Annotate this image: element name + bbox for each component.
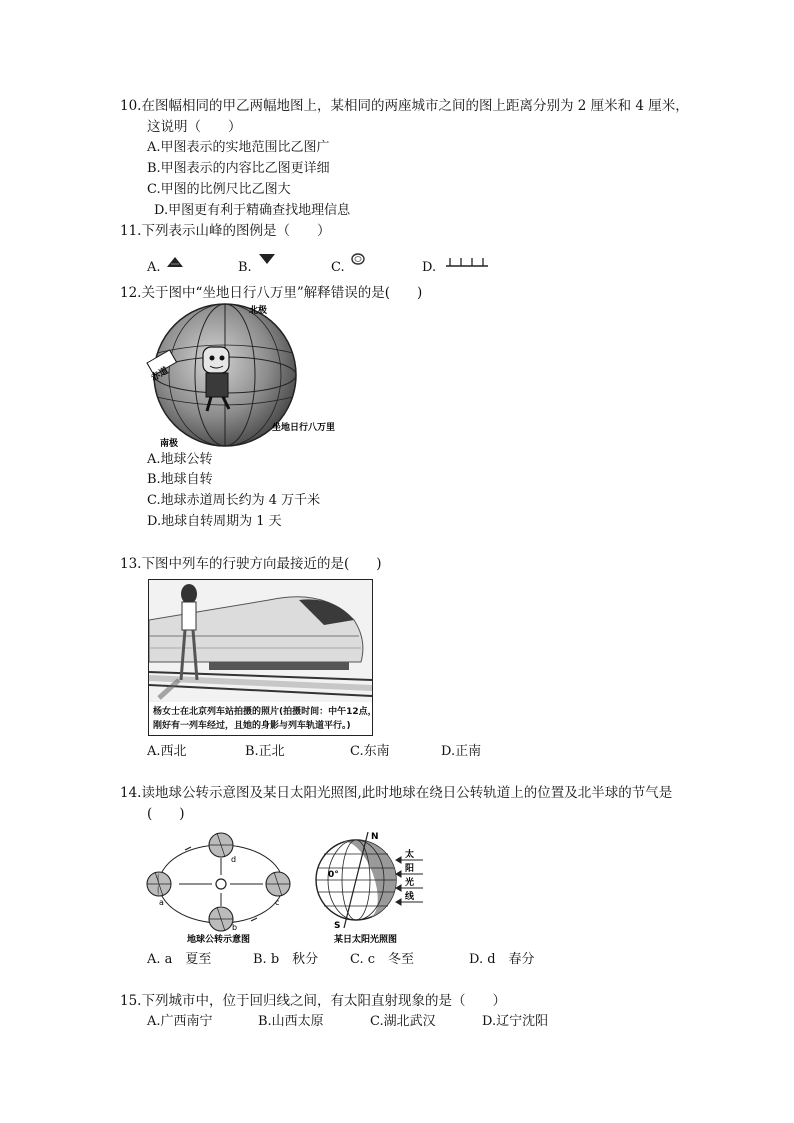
orbit-label-c: c: [275, 898, 280, 907]
sun-text-2: 阳: [405, 864, 415, 874]
north-label: N: [371, 832, 379, 842]
q11-option-a: A.: [147, 260, 161, 275]
globe-illustration: [145, 303, 370, 451]
q11-option-b: B.: [238, 260, 252, 275]
revolution-illustration: [145, 828, 305, 946]
q10-stem-line1: 10.在图幅相同的甲乙两幅地图上，某相同的两座城市之间的图上距离分别为 2 厘米和 4 厘米，: [120, 98, 689, 114]
sun-text-3: 光: [405, 878, 415, 888]
q14-option-b: B. b 秋分: [253, 952, 319, 967]
q15-stem: 15.下列城市中，位于回归线之间，有太阳直射现象的是（ ）: [120, 993, 506, 1009]
q12-option-c: C.地球赤道周长约为 4 万千米: [147, 493, 321, 508]
q12-option-b: B.地球自转: [147, 472, 213, 487]
globe-caption: 坐地日行八万里: [272, 423, 336, 433]
south-label: S: [334, 921, 341, 931]
orbit-label-a: a: [159, 898, 164, 907]
q14-stem-line1: 14.读地球公转示意图及某日太阳光照图,此时地球在绕日公转轨道上的位置及北半球的节气是: [120, 785, 673, 801]
q12-stem: 12.关于图中“坐地日行八万里”解释错误的是( ): [120, 285, 423, 301]
train-caption-line2: 刚好有一列车经过，且她的身影与列车轨道平行。): [153, 721, 351, 731]
q10-stem-line2: 这说明（ ）: [147, 119, 242, 135]
q10-option-d: D.甲图更有利于精确查找地理信息: [154, 203, 351, 218]
equator-lat-label: 0°: [328, 870, 339, 880]
q11-option-c: C.: [331, 260, 345, 275]
sunlight-caption: 某日太阳光照图: [334, 935, 398, 945]
q14-option-c: C. c 冬至: [350, 952, 415, 967]
q13-option-d: D.正南: [441, 744, 482, 759]
globe-figure: [145, 303, 370, 451]
train-photo: [148, 579, 377, 736]
q10-option-b: B.甲图表示的内容比乙图更详细: [147, 161, 330, 176]
q15-option-c: C.湖北武汉: [370, 1014, 436, 1029]
q15-option-b: B.山西太原: [258, 1014, 324, 1029]
q13-option-c: C.东南: [350, 744, 390, 759]
q10-option-c: C.甲图的比例尺比乙图大: [147, 182, 291, 197]
q14-stem-line2: ( ): [147, 806, 185, 822]
q15-option-d: D.辽宁沈阳: [482, 1014, 549, 1029]
q10-option-a: A.甲图表示的实地范围比乙图广: [147, 140, 330, 155]
revolution-caption: 地球公转示意图: [187, 935, 251, 945]
q11-option-d: D.: [422, 260, 437, 275]
orbit-label-b: b: [232, 923, 238, 932]
train-caption-line1: 杨女士在北京列车站拍摄的照片(拍摄时间：中午12点，: [153, 707, 377, 717]
triangle-up-icon: [166, 256, 184, 268]
q14-option-a: A. a 夏至: [147, 952, 212, 967]
q13-stem: 13.下图中列车的行驶方向最接近的是( ): [120, 556, 382, 572]
q12-option-d: D.地球自转周期为 1 天: [147, 514, 282, 529]
q15-option-a: A.广西南宁: [147, 1014, 213, 1029]
train-illustration: [149, 580, 372, 702]
triangle-down-icon: [258, 253, 276, 265]
south-pole-label: 南极: [160, 439, 179, 449]
sun-text-4: 线: [405, 892, 415, 902]
cliff-icon: [444, 255, 490, 269]
north-pole-label: 北极: [249, 306, 268, 316]
revolution-diagram: [145, 828, 305, 946]
equator-label: 赤道: [149, 365, 171, 384]
sun-text-1: 太: [405, 850, 415, 860]
q14-option-d: D. d 春分: [469, 952, 535, 967]
q13-option-b: B.正北: [245, 744, 285, 759]
ring-icon: [350, 252, 366, 266]
q13-option-a: A.西北: [147, 744, 187, 759]
sunlight-illustration: [308, 830, 433, 946]
sunlight-diagram: [308, 830, 433, 946]
orbit-label-d: d: [231, 855, 237, 864]
q11-stem: 11.下列表示山峰的图例是（ ）: [120, 223, 331, 239]
q12-option-a: A.地球公转: [147, 452, 213, 467]
